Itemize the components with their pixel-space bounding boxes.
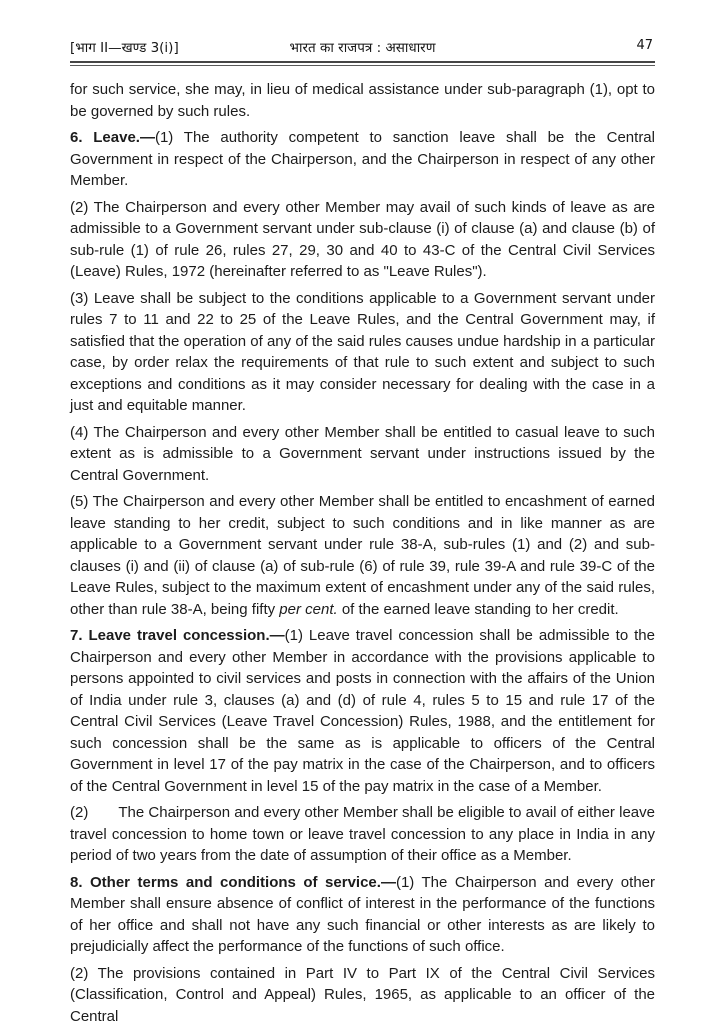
text-segment: for such service, she may, in lieu of medical assistance under sub-paragraph (1), opt to be governed by such rules. <box>70 81 655 120</box>
text-segment: (2) The Chairperson and every other Member shall be eligible to avail of either leave travel concession to home town or leave travel concession to any place in India in any period of two years from the date of assumption of their office as a Member. <box>70 804 655 864</box>
text-segment: (5) The Chairperson and every other Member shall be entitled to encashment of earned leave standing to her credit, subject to such conditions and in like manner as are applicable to a Government servant under rule 38-A, sub-rules (1) and (2) and sub-clauses (i) and (ii) of clause (a) of sub-rule (6) of rule 39, rule 39-A and rule 39-C of the Leave Rules, subject to the maximum extent of encashment under any of the said rules, other than rule 38-A, being fifty <box>70 493 655 618</box>
page-number: 47 <box>636 38 653 53</box>
text-segment: (1) Leave travel concession shall be admissible to the Chairperson and every other Member in accordance with the provisions applicable to persons appointed to civil services and posts in connection with the affairs of the Union of India under rule 3, clauses (a) and (d) of rule 4, rules 5 to 15 and rule 17 of the Central Civil Services (Leave Travel Concession) Rules, 1988, and the entitlement for such concession shall be the same as is applicable to officers of the Central Government in level 17 of the pay matrix in the case of the Chairperson, and to officers of the Central Government in level 15 of the pay matrix in the case of a Member. <box>70 627 655 795</box>
clause-6-4 <box>70 422 655 487</box>
header-double-rule <box>70 61 655 66</box>
page-header <box>70 38 655 57</box>
gazette-part-label: [भाग II—खण्ड 3(i)] <box>70 38 179 56</box>
text-segment: (1) The authority competent to sanction leave shall be the Central Government in respect of the Chairperson, and the Chairperson in respect of any other Member. <box>70 129 655 189</box>
clause-8-2 <box>70 963 655 1027</box>
section-heading: 8. Other terms and conditions of service.— <box>70 874 396 891</box>
text-segment: of the earned leave standing to her credit. <box>338 601 619 618</box>
section-6-leave <box>70 127 655 192</box>
gazette-title: भारत का राजपत्र : असाधारण <box>290 38 436 56</box>
paragraph-continuation <box>70 79 655 122</box>
text-segment: (2) The Chairperson and every other Member may avail of such kinds of leave as are admissible to a Government servant under sub-clause (i) of clause (a) and clause (b) of sub-rule (1) of rule 26, rules 27, 29, 30 and 40 to 43-C of the Central Civil Services (Leave) Rules, 1972 (hereinafter referred to as "Leave Rules"). <box>70 199 655 281</box>
section-8-other-terms <box>70 872 655 958</box>
section-heading: 7. Leave travel concession.— <box>70 627 285 644</box>
text-segment: (2) The provisions contained in Part IV to Part IX of the Central Civil Services (Classification, Control and Appeal) Rules, 1965, as applicable to an officer of the Central <box>70 965 655 1025</box>
clause-7-2 <box>70 802 655 867</box>
clause-6-5 <box>70 491 655 620</box>
text-segment: (1) The Chairperson and every other Member shall ensure absence of conflict of interest in the performance of the functions of her office and shall not have any such financial or other interests as are likely to prejudicially affect the performance of the functions of such office. <box>70 874 655 956</box>
clause-6-2 <box>70 197 655 283</box>
section-heading: 6. Leave.— <box>70 129 155 146</box>
text-segment: (3) Leave shall be subject to the conditions applicable to a Government servant under rules 7 to 11 and 22 to 25 of the Leave Rules, and the Central Government may, if satisfied that the operation of any of the said rules causes undue hardship in a particular case, by order relax the requirements of that rule to such extent and subject to such exceptions and conditions as it may consider necessary for dealing with the case in a just and equitable manner. <box>70 290 655 415</box>
italic-text-segment: per cent. <box>279 601 337 618</box>
text-segment: (4) The Chairperson and every other Member shall be entitled to casual leave to such extent as is admissible to a Government servant under instructions issued by the Central Government. <box>70 424 655 484</box>
document-body <box>70 79 655 1027</box>
clause-6-3 <box>70 288 655 417</box>
section-7-leave-travel-concession <box>70 625 655 797</box>
